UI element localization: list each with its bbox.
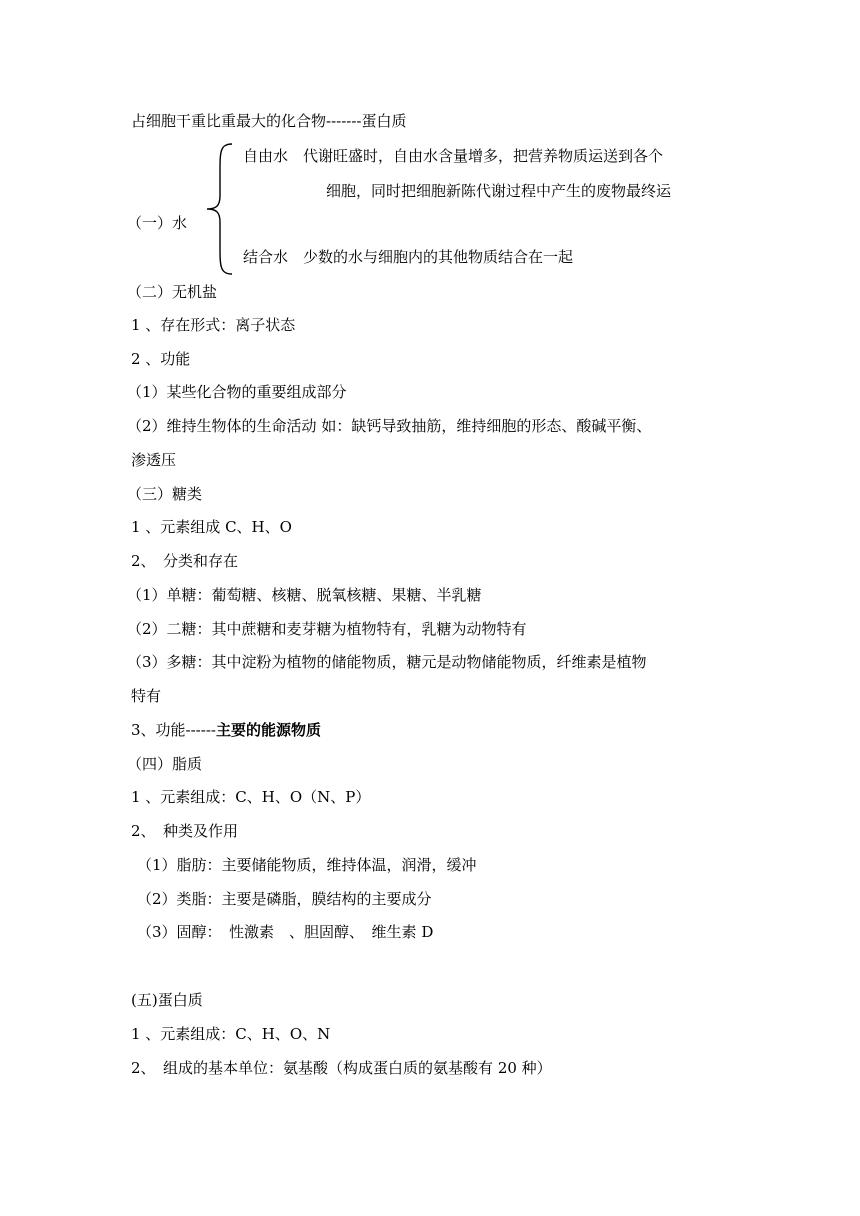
inorganic-salt-item-1: 1 、存在形式：离子状态: [131, 316, 296, 334]
free-water-line-2: 细胞，同时把细胞新陈代谢过程中产生的废物最终运: [326, 182, 672, 200]
sugar-sub-3: （3）多糖：其中淀粉为植物的储能物质，糖元是动物储能物质，纤维素是植物: [127, 653, 647, 671]
free-water-line-1: 自由水 代谢旺盛时，自由水含量增多，把营养物质运送到各个: [243, 147, 664, 165]
inorganic-salt-sub-2-cont: 渗透压: [131, 451, 177, 469]
lipid-sub-3: （3）固醇： 性激素 、胆固醇、 维生素 D: [137, 923, 434, 941]
curly-brace-icon: [204, 142, 234, 276]
lipid-item-2: 2、 种类及作用: [131, 822, 239, 840]
lipid-item-1: 1 、元素组成：C、H、O（N、P）: [131, 788, 371, 806]
sugar-sub-1: （1）单糖：葡萄糖、核糖、脱氧核糖、果糖、半乳糖: [127, 586, 482, 604]
sugar-sub-3-cont: 特有: [131, 687, 162, 705]
lipid-sub-1: （1）脂肪：主要储能物质，维持体温，润滑，缓冲: [137, 856, 477, 874]
sugar-function-emphasis: 主要的能源物质: [215, 721, 321, 739]
sugar-title: （三）糖类: [127, 485, 203, 503]
intro-line: 占细胞干重比重最大的化合物-------蛋白质: [131, 112, 407, 130]
water-section-title: （一）水: [127, 214, 188, 232]
bound-water-line: 结合水 少数的水与细胞内的其他物质结合在一起: [243, 248, 574, 266]
sugar-function-prefix: 3、功能------: [131, 721, 216, 739]
protein-item-1: 1 、元素组成：C、H、O、N: [131, 1025, 331, 1043]
sugar-item-1: 1 、元素组成 C、H、O: [131, 518, 292, 536]
lipid-title: （四）脂质: [127, 755, 203, 773]
inorganic-salt-title: （二）无机盐: [127, 283, 218, 301]
inorganic-salt-item-2: 2 、功能: [131, 350, 191, 368]
protein-item-2: 2、 组成的基本单位：氨基酸（构成蛋白质的氨基酸有 20 种）: [131, 1059, 552, 1077]
inorganic-salt-sub-1: （1）某些化合物的重要组成部分: [127, 383, 347, 401]
sugar-sub-2: （2）二糖：其中蔗糖和麦芽糖为植物特有，乳糖为动物特有: [127, 620, 527, 638]
sugar-item-2: 2、 分类和存在: [131, 552, 239, 570]
sugar-item-3: [131, 720, 321, 740]
lipid-sub-2: （2）类脂：主要是磷脂，膜结构的主要成分: [137, 890, 432, 908]
inorganic-salt-sub-2: （2）维持生物体的生命活动 如：缺钙导致抽筋，维持细胞的形态、酸碱平衡、: [127, 417, 652, 435]
protein-title: (五)蛋白质: [131, 991, 203, 1009]
